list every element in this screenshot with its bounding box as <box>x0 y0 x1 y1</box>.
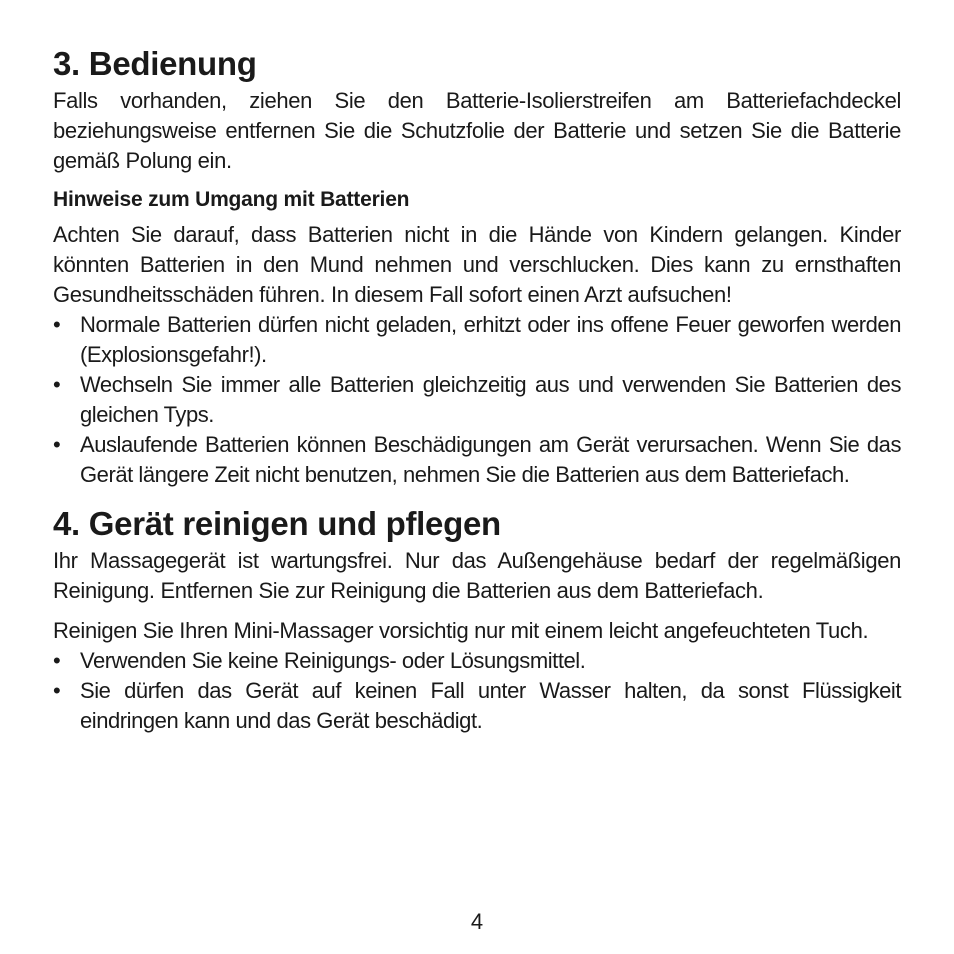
battery-notes-subheading: Hinweise zum Umgang mit Batterien <box>53 188 410 211</box>
list-item <box>53 676 901 736</box>
page-number: 4 <box>470 909 484 934</box>
bullet-icon: • <box>53 648 61 673</box>
section-4 <box>53 504 901 736</box>
bullet-icon: • <box>53 678 61 703</box>
bullet-icon: • <box>53 372 61 397</box>
list-item-text: Auslaufende Batterien können Beschädigungen am Gerät verursachen. Wenn Sie das Gerät längere Zeit nicht benutzen, nehmen Sie die Batterien aus dem Batteriefach. <box>80 432 901 487</box>
battery-bullet-list <box>53 310 901 490</box>
bullet-icon: • <box>53 312 61 337</box>
list-item-text: Normale Batterien dürfen nicht geladen, erhitzt oder ins offene Feuer geworfen werden (Explosionsgefahr!). <box>80 312 901 367</box>
list-item <box>53 430 901 490</box>
list-item-text: Wechseln Sie immer alle Batterien gleichzeitig aus und verwenden Sie Batterien des gleichen Typs. <box>80 372 901 427</box>
list-item <box>53 310 901 370</box>
document-page <box>53 44 901 736</box>
list-item-text: Sie dürfen das Gerät auf keinen Fall unter Wasser halten, da sonst Flüssigkeit eindringen kann und das Gerät beschädigt. <box>80 678 901 733</box>
list-item <box>53 370 901 430</box>
list-item-text: Verwenden Sie keine Reinigungs- oder Lösungsmittel. <box>80 648 586 673</box>
section-4-paragraph-1: Ihr Massagegerät ist wartungsfrei. Nur das Außengehäuse bedarf der regelmäßigen Reinigung. Entfernen Sie zur Reinigung die Batterien aus dem Batteriefach. <box>53 548 901 603</box>
section-3-heading: 3. Bedienung <box>53 45 257 82</box>
section-3-intro: Falls vorhanden, ziehen Sie den Batterie-Isolierstreifen am Batteriefachdeckel beziehungsweise entfernen Sie die Schutzfolie der Batterie und setzen Sie die Batterie gemäß Polung ein. <box>53 88 901 173</box>
section-4-heading: 4. Gerät reinigen und pflegen <box>53 505 501 542</box>
section-4-paragraph-2: Reinigen Sie Ihren Mini-Massager vorsichtig nur mit einem leicht angefeuchteten Tuch. <box>53 618 869 643</box>
cleaning-bullet-list <box>53 646 901 736</box>
battery-warning-paragraph: Achten Sie darauf, dass Batterien nicht in die Hände von Kindern gelangen. Kinder könnten Batterien in den Mund nehmen und verschlucken. Dies kann zu ernsthaften Gesundheitsschäden führen. In diesem Fall sofort einen Arzt aufsuchen! <box>53 222 901 307</box>
bullet-icon: • <box>53 432 61 457</box>
list-item <box>53 646 901 676</box>
